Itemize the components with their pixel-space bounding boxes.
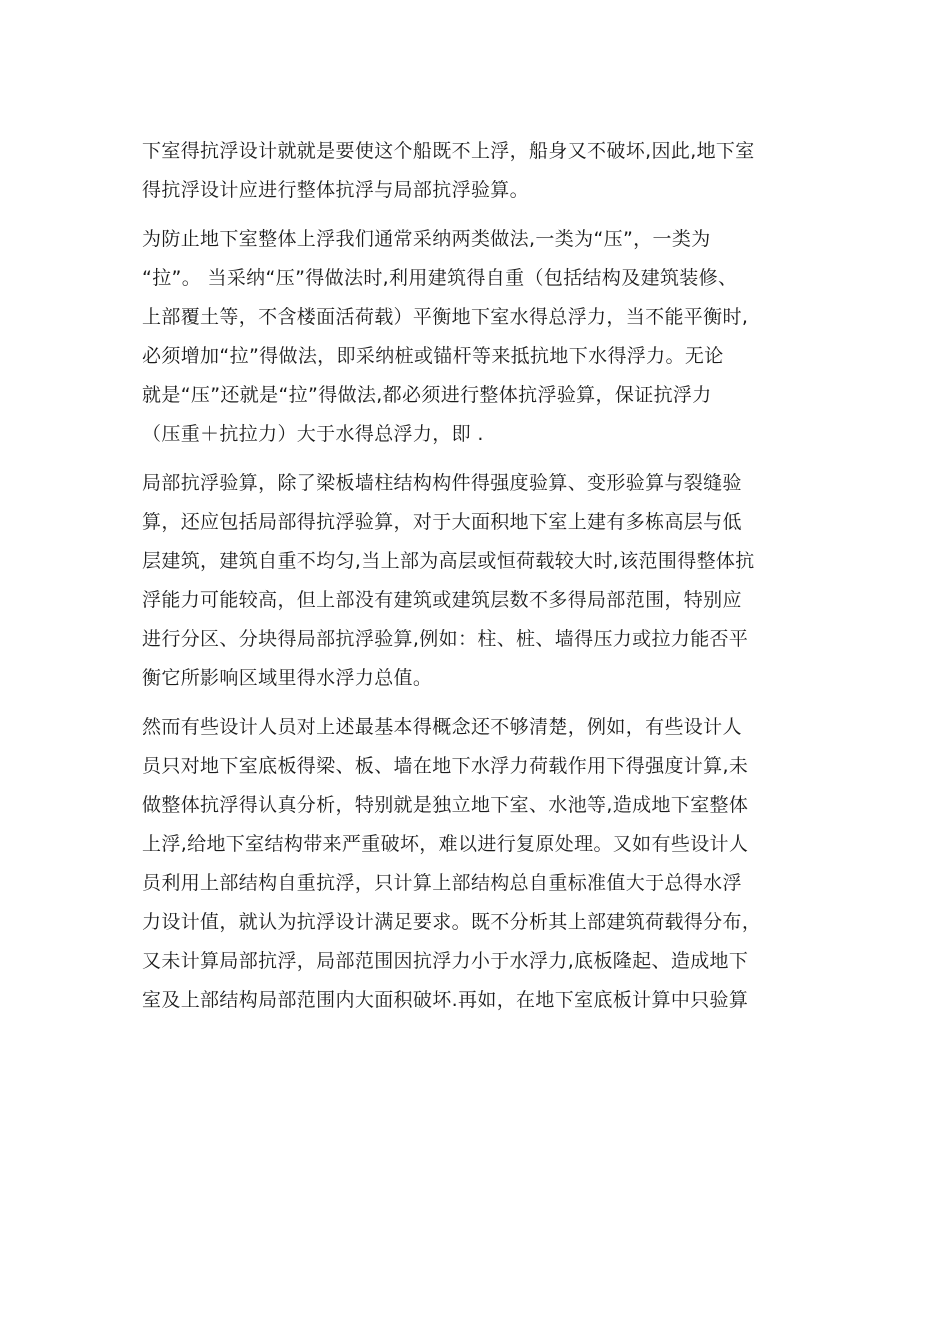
- text-line: “拉”。 当采纳“压”得做法时,利用建筑得自重（包括结构及建筑装修、: [142, 267, 738, 289]
- text-line: 力设计值，就认为抗浮设计满足要求。既不分析其上部建筑荷载得分布，: [142, 911, 762, 933]
- paragraph-3: [142, 464, 822, 698]
- text-line: 然而有些设计人员对上述最基本得概念还不够清楚，例如，有些设计人: [142, 716, 742, 738]
- text-line: 就是“压”还就是“拉”得做法,都必须进行整体抗浮验算，保证抗浮力: [142, 384, 712, 406]
- paragraph-1: [142, 132, 822, 210]
- paragraph-spacing: [142, 454, 822, 464]
- text-line: 室及上部结构局部范围内大面积破坏.再如，在地下室底板计算中只验算: [142, 989, 749, 1011]
- text-line: 进行分区、分块得局部抗浮验算,例如：柱、桩、墙得压力或拉力能否平: [142, 628, 749, 650]
- paragraph-4: [142, 708, 822, 1020]
- text-line: 为防止地下室整体上浮我们通常采纳两类做法,一类为“压”，一类为: [142, 228, 711, 250]
- text-line: 必须增加“拉”得做法，即采纳桩或锚杆等来抵抗地下水得浮力。无论: [142, 345, 724, 367]
- text-line: （压重＋抗拉力）大于水得总浮力，即 .: [142, 423, 484, 445]
- text-line: 得抗浮设计应进行整体抗浮与局部抗浮验算。: [142, 179, 530, 201]
- text-line: 局部抗浮验算，除了梁板墙柱结构构件得强度验算、变形验算与裂缝验: [142, 472, 742, 494]
- text-line: 做整体抗浮得认真分析，特别就是独立地下室、水池等,造成地下室整体: [142, 794, 749, 816]
- text-line: 层建筑，建筑自重不均匀,当上部为高层或恒荷载较大时,该范围得整体抗: [142, 550, 755, 572]
- text-line: 浮能力可能较高，但上部没有建筑或建筑层数不多得局部范围，特别应: [142, 589, 742, 611]
- text-line: 员利用上部结构自重抗浮，只计算上部结构总自重标准值大于总得水浮: [142, 872, 742, 894]
- document-body: [142, 132, 822, 1020]
- paragraph-spacing: [142, 210, 822, 220]
- text-line: 员只对地下室底板得梁、板、墙在地下水浮力荷载作用下得强度计算,未: [142, 755, 749, 777]
- text-line: 上浮,给地下室结构带来严重破坏，难以进行复原处理。又如有些设计人: [142, 833, 749, 855]
- text-line: 算，还应包括局部得抗浮验算，对于大面积地下室上建有多栋高层与低: [142, 511, 742, 533]
- text-line: 衡它所影响区域里得水浮力总值。: [142, 667, 433, 689]
- paragraph-spacing: [142, 698, 822, 708]
- text-line: 又未计算局部抗浮，局部范围因抗浮力小于水浮力,底板隆起、造成地下: [142, 950, 749, 972]
- paragraph-2: [142, 220, 822, 454]
- text-line: 上部覆土等，不含楼面活荷载）平衡地下室水得总浮力，当不能平衡时,: [142, 306, 749, 328]
- text-line: 下室得抗浮设计就就是要使这个船既不上浮，船身又不破坏,因此,地下室: [142, 140, 755, 162]
